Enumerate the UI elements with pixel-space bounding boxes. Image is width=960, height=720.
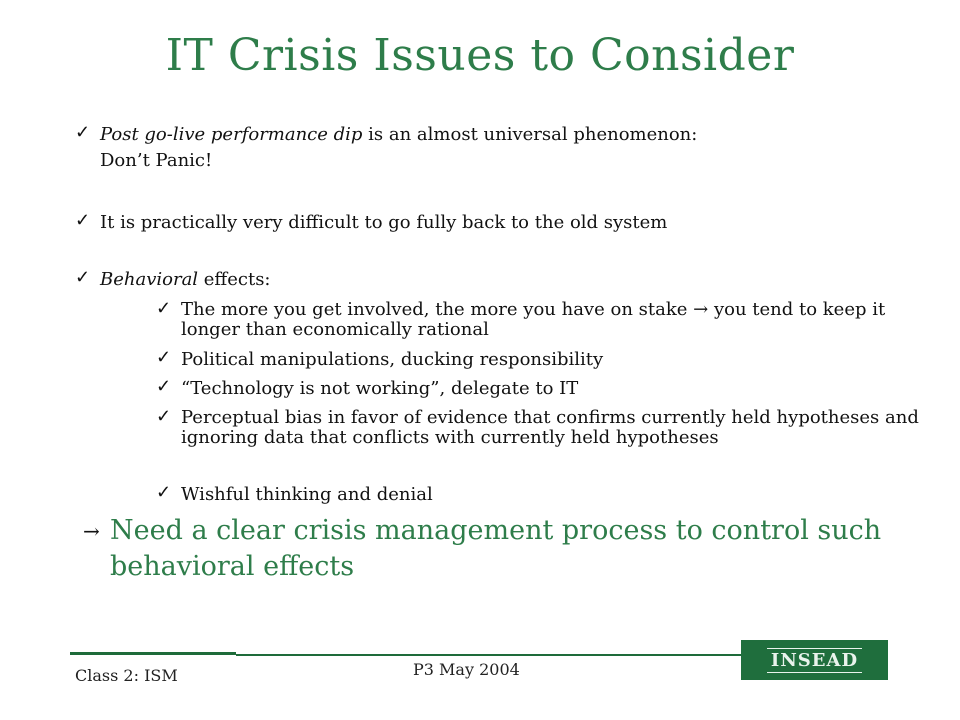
footer-rule <box>236 654 741 656</box>
check-icon: ✓ <box>156 298 172 319</box>
bullet-3-text: effects: <box>198 269 271 290</box>
logo-text: INSEAD <box>767 648 862 673</box>
sub-bullet-4: Perceptual bias in favor of evidence that confirms currently held hypotheses and ignoring data that conflicts with currently held hypotheses <box>181 407 919 448</box>
sub-bullet-3: “Technology is not working”, delegate to IT <box>181 378 579 399</box>
conclusion <box>83 513 930 585</box>
bullet-1-line2: Don’t Panic! <box>100 150 213 171</box>
bullet-3-emphasis: Behavioral <box>100 269 199 290</box>
sub-bullet-5: Wishful thinking and denial <box>181 484 433 505</box>
slide-title: IT Crisis Issues to Consider <box>165 30 795 81</box>
check-icon: ✓ <box>156 406 172 427</box>
right-arrow-icon: → <box>693 299 709 320</box>
check-icon: ✓ <box>75 267 91 288</box>
bullet-1-emphasis: Post go-live performance dip <box>100 124 363 145</box>
sub-bullet-1-text-a: The more you get involved, the more you have on stake <box>181 299 694 320</box>
bullet-2: It is practically very difficult to go fully back to the old system <box>100 212 668 233</box>
check-icon: ✓ <box>156 347 172 368</box>
bullet-3 <box>100 269 900 291</box>
footer-date: P3 May 2004 <box>413 660 520 679</box>
insead-logo <box>741 640 888 680</box>
bullet-1-text: is an almost universal phenomenon: <box>362 124 698 145</box>
bullet-1 <box>100 124 900 146</box>
check-icon: ✓ <box>156 376 172 397</box>
class-label: Class 2: ISM <box>75 666 178 685</box>
check-icon: ✓ <box>75 122 91 143</box>
footer-rule <box>70 652 236 655</box>
check-icon: ✓ <box>156 482 172 503</box>
right-arrow-icon: → <box>83 519 100 543</box>
sub-bullet-2: Political manipulations, ducking responsibility <box>181 349 604 370</box>
conclusion-text: Need a clear crisis management process to control such behavioral effects <box>110 515 882 582</box>
sub-bullet-1 <box>181 300 921 340</box>
sub-bullet-1-text-b: you tend to keep it longer than economically rational <box>181 299 886 340</box>
check-icon: ✓ <box>75 210 91 231</box>
